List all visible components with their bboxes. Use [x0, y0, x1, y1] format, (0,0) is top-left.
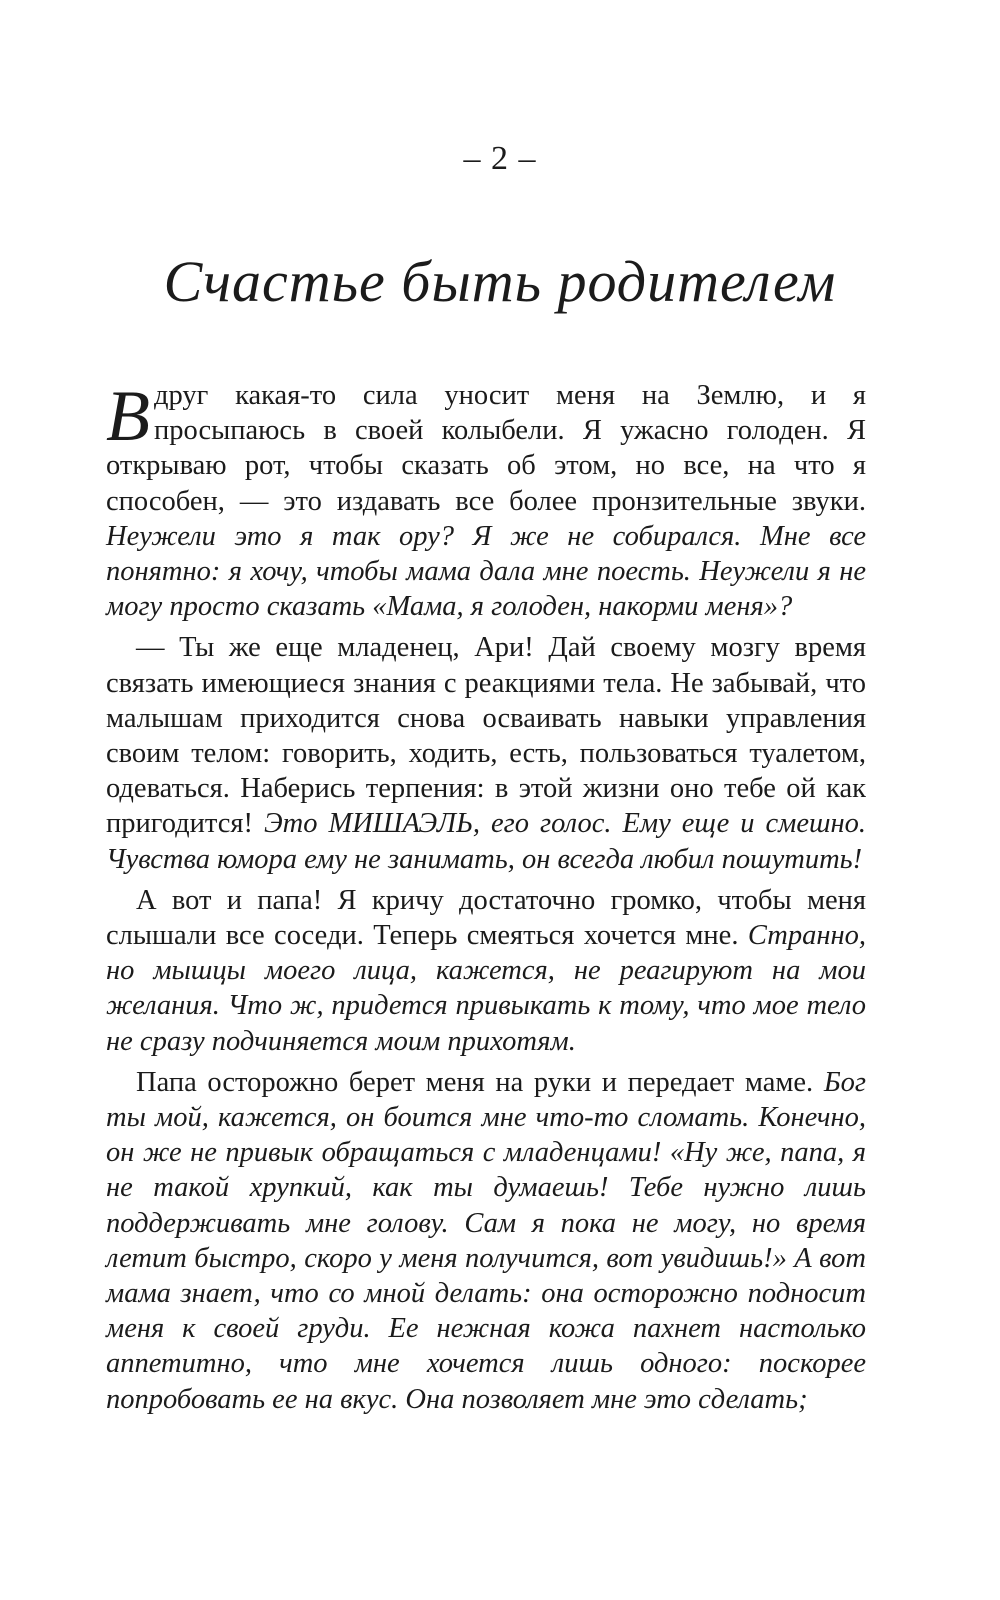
paragraph-1-regular: друг какая-то сила уносит меня на Землю, и я просыпаюсь в своей колыбели. Я ужасно голоден. Я открываю рот, чтобы сказать об этом, но все, на что я способен, — это издавать все более пронзительные звуки. [106, 380, 866, 517]
paragraph-2-regular: — Ты же еще младенец, Ари! Дай своему мозгу время связать имеющиеся знания с реакциями тела. Не забывай, что малышам приходится снова осваивать навыки управления своим телом: говорить, ходить, есть, пользоваться туалетом, одеваться. Наберись терпения: в этой жизни оно тебе ой как пригодится! [106, 632, 866, 840]
body-text [106, 378, 866, 1417]
paragraph-2 [106, 630, 866, 876]
paragraph-4-regular: Папа осторожно берет меня на руки и передает маме. [136, 1066, 824, 1098]
paragraph-4-italic: Бог ты мой, кажется, он боится мне что-то сломать. Конечно, он же не привык обращаться с младенцами! «Ну же, папа, я не такой хрупкий, как ты думаешь! Тебе нужно лишь поддерживать мне голову. Сам я пока не могу, но время летит быстро, скоро у меня получится, вот увидишь!» А вот мама знает, что со мной делать: она осторожно подносит меня к своей груди. Ее нежная кожа пахнет настолько аппетитно, что мне хочется лишь одного: поскорее попробовать ее на вкус. Она позволяет мне это сделать; [106, 1066, 866, 1415]
paragraph-1-italic: Неужели это я так ору? Я же не собирался. Мне все понятно: я хочу, чтобы мама дала мне поесть. Неужели я не могу просто сказать «Мама, я голоден, накорми меня»? [106, 520, 866, 623]
chapter-title: Счастье быть родителем [163, 249, 837, 314]
drop-cap: В [106, 376, 150, 456]
paragraph-3-regular: А вот и папа! Я кричу достаточно громко, чтобы меня слышали все соседи. Теперь смеяться хочется мне. [106, 884, 866, 952]
paragraph-4 [106, 1065, 866, 1417]
paragraph-2-italic: Это МИШАЭЛЬ, его голос. Ему еще и смешно. Чувства юмора ему не занимать, он всегда любил пошутить! [106, 808, 866, 875]
paragraph-1 [106, 378, 866, 624]
paragraph-3 [106, 883, 866, 1059]
chapter-number: – 2 – [463, 140, 537, 177]
paragraph-3-italic: Странно, но мышцы моего лица, кажется, не реагируют на мои желания. Что ж, придется привыкать к тому, что мое тело не сразу подчиняется моим прихотям. [106, 920, 866, 1057]
